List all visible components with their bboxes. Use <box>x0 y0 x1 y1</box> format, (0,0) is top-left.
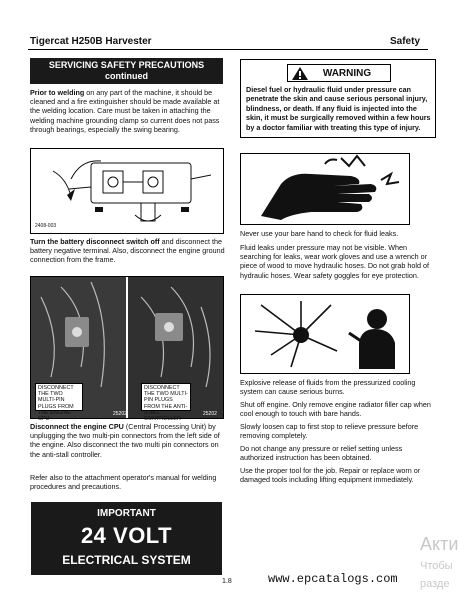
battery-paragraph <box>30 237 226 265</box>
radiator-paragraph: Shut off engine. Only remove engine radiator filler cap when cool enough to touch with bare hands. <box>240 400 431 419</box>
callout-engine-cpu: DISCONNECT THE TWO MULTI-PIN PLUGS FROM THE ENGINE CPU <box>35 383 83 411</box>
cpu-text: (Central Processing Unit) by unplugging the two multi-pin connectors from the left side of the engine. Also disconnect the two multi pin connectors on the anti-stall controller. <box>30 422 220 459</box>
welding-text: on any part of the machine, it should be cleaned and a fire extinguisher should be made available at the welding location. Care must be taken in attaching the welding machine grounding clamp so current does not pass through bearings, especially the swing bearing. <box>30 88 220 134</box>
engine-cpu-figure <box>30 276 224 423</box>
page-number: 1.8 <box>222 578 232 585</box>
proper-tool-paragraph: Use the proper tool for the job. Repair or replace worn or damaged tools including lifting equipment immediately. <box>240 466 421 485</box>
section-heading <box>30 58 223 84</box>
watermark-line1: Акти <box>420 534 459 554</box>
warning-title: WARNING <box>322 68 372 79</box>
manual-title: Tigercat H250B Harvester <box>30 36 152 47</box>
header-rule <box>28 49 428 50</box>
welding-paragraph <box>30 88 226 134</box>
figure-number-right: 25202 <box>203 411 217 417</box>
pressure-setting-paragraph: Do not change any pressure or relief setting unless authorized instruction has been obtained. <box>240 444 403 463</box>
burn-paragraph: Explosive release of fluids from the pressurized cooling system can cause serious burns. <box>240 378 416 397</box>
cpu-lead: Disconnect the engine CPU <box>30 422 124 431</box>
section-name: Safety <box>390 36 421 47</box>
pressure-release-figure <box>240 294 410 374</box>
notice-system: ELECTRICAL SYSTEM <box>62 553 191 567</box>
section-heading-line1: SERVICING SAFETY PRECAUTIONS <box>48 60 205 70</box>
warning-box <box>240 59 436 138</box>
battery-text: and disconnect the battery negative terminal. Also, disconnect the engine ground connection from the frame. <box>30 237 225 265</box>
callout-anti-stall: DISCONNECT THE TWO MULTI-PIN PLUGS FROM THE ANTI-STALL CONTROLLER <box>141 383 191 411</box>
welding-lead: Prior to welding <box>30 88 85 97</box>
warning-title-box <box>287 64 391 82</box>
watermark-line2: Чтобы <box>420 560 453 572</box>
watermark-line3: разде <box>420 578 450 590</box>
figure-number-left: 25202 <box>113 411 127 417</box>
figure-number: 2408-003 <box>35 223 57 229</box>
notice-voltage: 24 VOLT <box>80 523 173 548</box>
leak-search-paragraph: Fluid leaks under pressure may not be visible. When searching for leaks, wear work gloves and use a wrench or piece of wood to move hydraulic hoses. Do not grab hold of hydraulic hoses. Wear safety goggles for eye protection. <box>240 243 429 280</box>
loosen-cap-paragraph: Slowly loosen cap to first stop to relieve pressure before removing completely. <box>240 422 419 441</box>
warning-text: Diesel fuel or hydraulic fluid under pressure can penetrate the skin and cause serious personal injury, blindness, or death. If any fluid is injected into the skin, it must be surgically removed within a few hours by a doctor familiar with treating this type of injury. <box>246 85 431 132</box>
battery-lead: Turn the battery disconnect switch off <box>30 237 160 246</box>
section-heading-line2: continued <box>105 71 148 81</box>
bare-hand-paragraph: Never use your bare hand to check for fluid leaks. <box>240 229 399 238</box>
battery-switch-figure <box>30 148 224 234</box>
voltage-notice <box>31 502 222 575</box>
hand-injection-icon <box>241 154 409 224</box>
attachment-paragraph: Refer also to the attachment operator's manual for welding procedures and precautions. <box>30 473 217 492</box>
cpu-paragraph <box>30 422 226 459</box>
site-url[interactable]: www.epcatalogs.com <box>268 572 398 586</box>
fluid-leak-figure <box>240 153 410 225</box>
warning-triangle-icon <box>292 67 308 80</box>
explosion-icon <box>241 295 409 373</box>
notice-label: IMPORTANT <box>97 508 156 519</box>
battery-switch-illustration <box>31 149 223 233</box>
